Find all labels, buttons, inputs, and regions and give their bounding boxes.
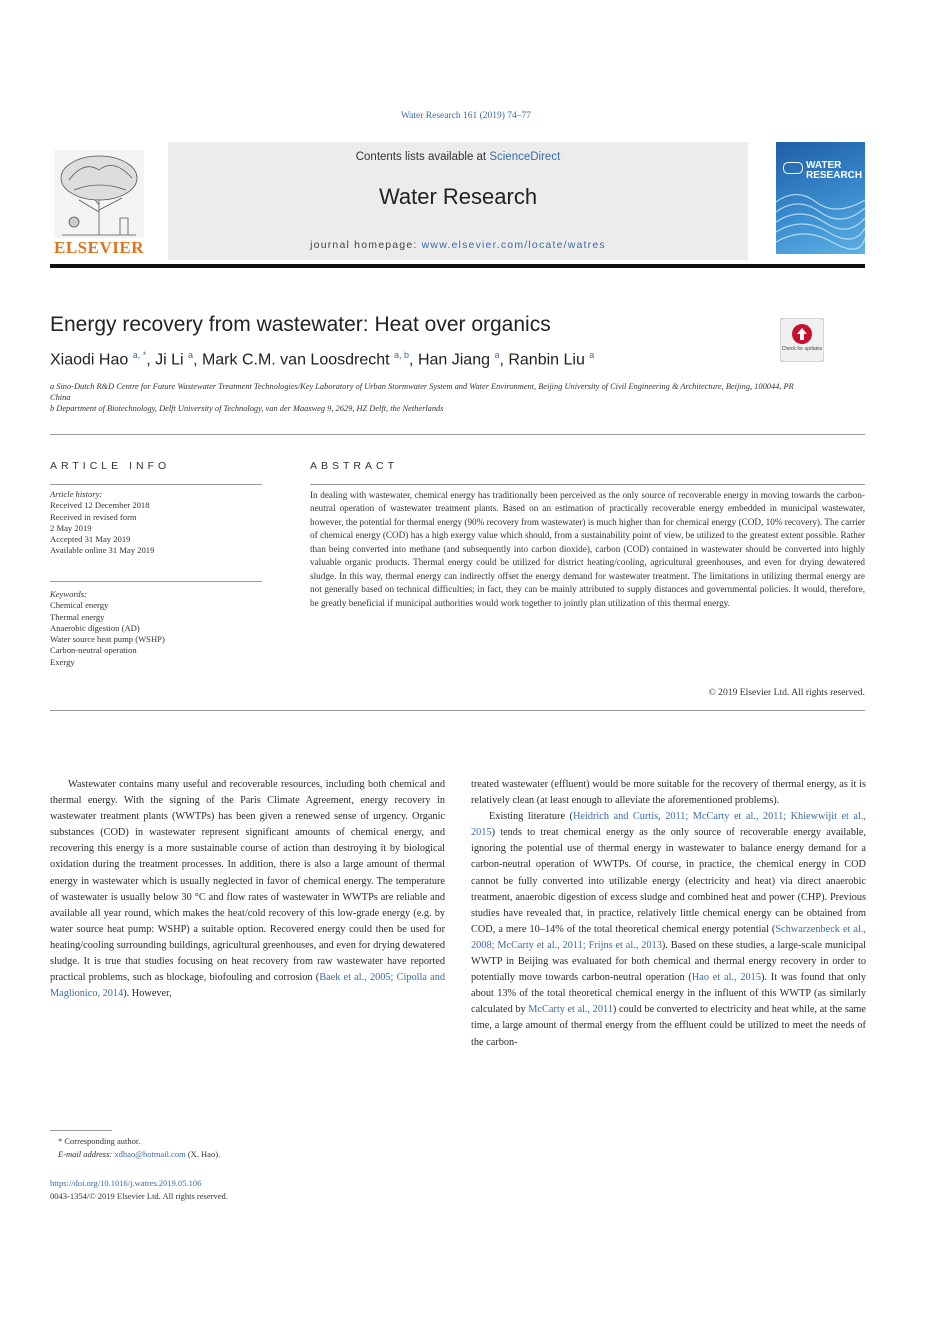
keywords: [50, 589, 262, 668]
cover-title: [806, 161, 862, 181]
citation-link[interactable]: Heidrich and Curtis, 2011; McCarty et al., 2011; Khiewwijit et al., 2015: [471, 811, 867, 839]
author-name[interactable]: Mark C.M. van Loosdrecht: [201, 351, 390, 369]
history-item: Received in revised form: [50, 511, 137, 522]
abstract-text: In dealing with wastewater, chemical energy has traditionally been perceived as the only source of recoverable energy in moving towards the carbon-neutral operation of wastewater treatment plants. Based on an estimation of practically recoverable energy embedded in municipal wastewater, however, the potential for thermal energy (90% recovery from wastewater) is much higher than for chemical energy (COD, 10% recovery). The carrier of chemical energy (COD) has a high exergy value which should, from a sustainability point of view, be utilized to the greatest extent possible. Rather than being converted into methane (and subsequently into carbon dioxide), carbon (COD) contained in wastewater should be converted into highly valuable organic products. Thermal energy could be utilized for district heating/cooling, agricultural greenhouses, and even for drying dewatered sludge. In this way, thermal energy can indirectly offset the energy demand for wastewater treatment. The limitations in utilizing thermal energy are not generally based on technical difficulties; in fact, they can be mainly attributed to supply distances and governmental policies. It would, therefore, be greatly beneficial if municipal authorities would work together to jointly plan utilization of this thermal energy.: [310, 490, 865, 608]
body-text: ). Based on these studies, a large-scale municipal WWTP in Beijing was evaluated for both chemical and thermal energy recovery in order to potentially move towards carbon-neutral operation (: [471, 939, 866, 984]
corresponding-author-note: * Corresponding author.: [58, 1136, 141, 1146]
body-text: Existing literature (: [489, 811, 573, 823]
article-title: Energy recovery from wastewater: Heat over organics: [50, 313, 551, 336]
article-history: [50, 489, 262, 557]
info-divider-top: [50, 484, 262, 485]
abstract-heading: ABSTRACT: [310, 460, 399, 472]
author-name[interactable]: Ji Li: [155, 351, 184, 369]
journal-cover[interactable]: [776, 142, 865, 254]
journal-header-panel: [168, 142, 748, 260]
keyword-item: Thermal energy: [50, 611, 105, 622]
author-name[interactable]: Ranbin Liu: [508, 351, 585, 369]
elsevier-wordmark: ELSEVIER: [54, 238, 144, 257]
info-divider-mid: [50, 581, 262, 582]
cover-wave-graphic: [776, 182, 865, 254]
check-for-updates-icon[interactable]: [780, 318, 824, 362]
history-item: 2 May 2019: [50, 522, 92, 533]
citation-link[interactable]: McCarty et al., 2011: [528, 1004, 613, 1016]
author-affiliation-mark[interactable]: a, *: [132, 350, 147, 360]
author-name[interactable]: Xiaodi Hao: [50, 351, 129, 369]
keyword-item: Carbon-neutral operation: [50, 645, 137, 656]
header-divider: [50, 434, 865, 435]
keywords-label: Keywords:: [50, 589, 87, 599]
author-list: Xiaodi Hao $^{a, *}$, Ji Li $^a$, Mark C.M. van Loosdrecht $^{a, b}$, Han Jiang $^a$, Ranbin Liu $^a$: [50, 350, 595, 369]
homepage-prefix: journal homepage:: [310, 239, 422, 251]
elsevier-logo[interactable]: [50, 150, 148, 260]
body-text: ) tends to treat chemical energy as the only source of recoverable energy available, ignoring the potential use of thermal energy in wastewater to balance energy demand for a carbon-neutral operation of WWTPs. Of course, in practice, the chemical energy in COD cannot be fully converted into utilizable energy (electricity and heat) via direct anaerobic treatment, anaerobic digestion of excess sludge and combined heat and power (CHP). Previous studies have revealed that, in practice, relatively little chemical energy can be obtained from COD, a mere 10–14% of the total theoretical chemical energy potential (: [471, 827, 866, 935]
citation-link[interactable]: Baek et al., 2005; Cipolla and Maglionico, 2014: [50, 972, 445, 1000]
abstract-copyright: © 2019 Elsevier Ltd. All rights reserved.: [708, 687, 865, 698]
cover-title-line1: WATER: [806, 160, 842, 171]
footnote-divider: [50, 1130, 112, 1131]
keyword-item: Chemical energy: [50, 600, 109, 611]
sciencedirect-link[interactable]: ScienceDirect: [489, 151, 561, 163]
article-info-heading: ARTICLE INFO: [50, 460, 171, 472]
body-column-right: [471, 777, 866, 1051]
author-affiliation-mark[interactable]: a, b: [394, 350, 410, 360]
contents-line: [168, 151, 748, 163]
body-text: ). However,: [123, 988, 172, 1000]
journal-title: Water Research: [378, 184, 538, 209]
email-label: E-mail address:: [58, 1149, 115, 1159]
body-column-left: [50, 777, 445, 1002]
abstract-divider-bottom: [50, 710, 865, 711]
masthead-divider: [50, 264, 865, 268]
cover-badge-icon: [783, 162, 803, 174]
citation-link[interactable]: Schwarzenbeck et al., 2008; McCarty et al., 2011; Frijns et al., 2013: [471, 923, 866, 951]
author-name[interactable]: Han Jiang: [417, 351, 490, 369]
issn-line: 0043-1354/© 2019 Elsevier Ltd. All rights reserved.: [50, 1191, 228, 1201]
email-link[interactable]: xdhao@hotmail.com: [114, 1149, 186, 1159]
history-item: Available online 31 May 2019: [50, 545, 155, 556]
keyword-item: Exergy: [50, 656, 75, 667]
affiliations: [50, 381, 810, 414]
check-updates-label: Check for updates: [781, 346, 823, 352]
email-suffix: (X. Hao).: [185, 1149, 221, 1159]
body-paragraph: treated wastewater (effluent) would be more suitable for the recovery of thermal energy, as it is relatively clean (at least enough to alleviate the aforementioned problems).: [471, 779, 866, 807]
cover-title-line2: RESEARCH: [806, 170, 863, 181]
body-text: ) could be converted to electricity and heat while, at the same time, a large amount of thermal energy from the effluent could be utilized to meet the needs of the carbon-: [471, 1004, 866, 1048]
body-text: Wastewater contains many useful and recoverable resources, including both chemical and thermal energy. With the signing of the Paris Climate Agreement, energy recovery in wastewater treatment plants (WWTPs) has been given a renewed sense of urgency. Organic substances (COD) in wastewater represent significant amounts of chemical energy, and recovering this energy is a more sustainable course of action than destroying it by biological oxidation during the treatment processes. In addition, there is also a large amount of thermal energy in wastewater which is usually neglected in favor of chemical energy. The temperature of wastewater is usually below 30 °C and flow rates of wastewater in WWTPs are reliable and available all year round, which makes the heat/cold recovery of this low-grade energy (e.g. by water source heat pump: WSHP) a suitable option. Recovered energy could then be used for heating/cooling surrounding buildings, agricultural greenhouses, and even for drying dewatered sludge. It is true that studies focusing on heat recovery from raw wastewater have reported practical problems, such as blockage, biofouling and corrosion (: [50, 779, 445, 984]
abstract-divider-top: [310, 484, 865, 485]
keyword-item: Anaerobic digestion (AD): [50, 622, 140, 633]
history-label: Article history:: [50, 489, 103, 499]
author-affiliation-mark[interactable]: a: [589, 350, 595, 360]
doi-line: [50, 1178, 201, 1188]
history-item: Accepted 31 May 2019: [50, 534, 131, 545]
body-paragraph: [471, 809, 866, 1050]
body-paragraph: [50, 777, 445, 1002]
affiliation-b: b Department of Biotechnology, Delft University of Technology, van der Maasweg 9, 2629, HZ Delft, the Netherlands: [50, 404, 444, 413]
affiliation-a: a Sino-Dutch R&D Centre for Future Wastewater Treatment Technologies/Key Laboratory of Urban Stormwater System and Water Environment, Beijing University of Civil Engineering & Architecture, Beijing, 100044, PR China: [50, 382, 794, 402]
author-affiliation-mark[interactable]: a: [188, 350, 194, 360]
homepage-link[interactable]: www.elsevier.com/locate/watres: [421, 239, 606, 251]
journal-masthead: [50, 142, 865, 260]
body-text: ). It was found that only about 13% of the total theoretical chemical energy in the influent of this WWTP (as similarly calculated by: [471, 972, 867, 1016]
author-affiliation-mark[interactable]: a: [494, 350, 500, 360]
citation-link[interactable]: Hao et al., 2015: [691, 972, 761, 984]
email-note: [50, 1149, 220, 1159]
elsevier-tree-icon: [54, 150, 144, 238]
history-item: Received 12 December 2018: [50, 500, 150, 511]
contents-prefix: Contents lists available at: [355, 151, 490, 163]
homepage-line: [168, 239, 748, 251]
keyword-item: Water source heat pump (WSHP): [50, 634, 165, 645]
doi-link[interactable]: https://doi.org/10.1016/j.watres.2019.05.106: [50, 1178, 202, 1188]
journal-citation[interactable]: Water Research 161 (2019) 74–77: [400, 111, 532, 121]
